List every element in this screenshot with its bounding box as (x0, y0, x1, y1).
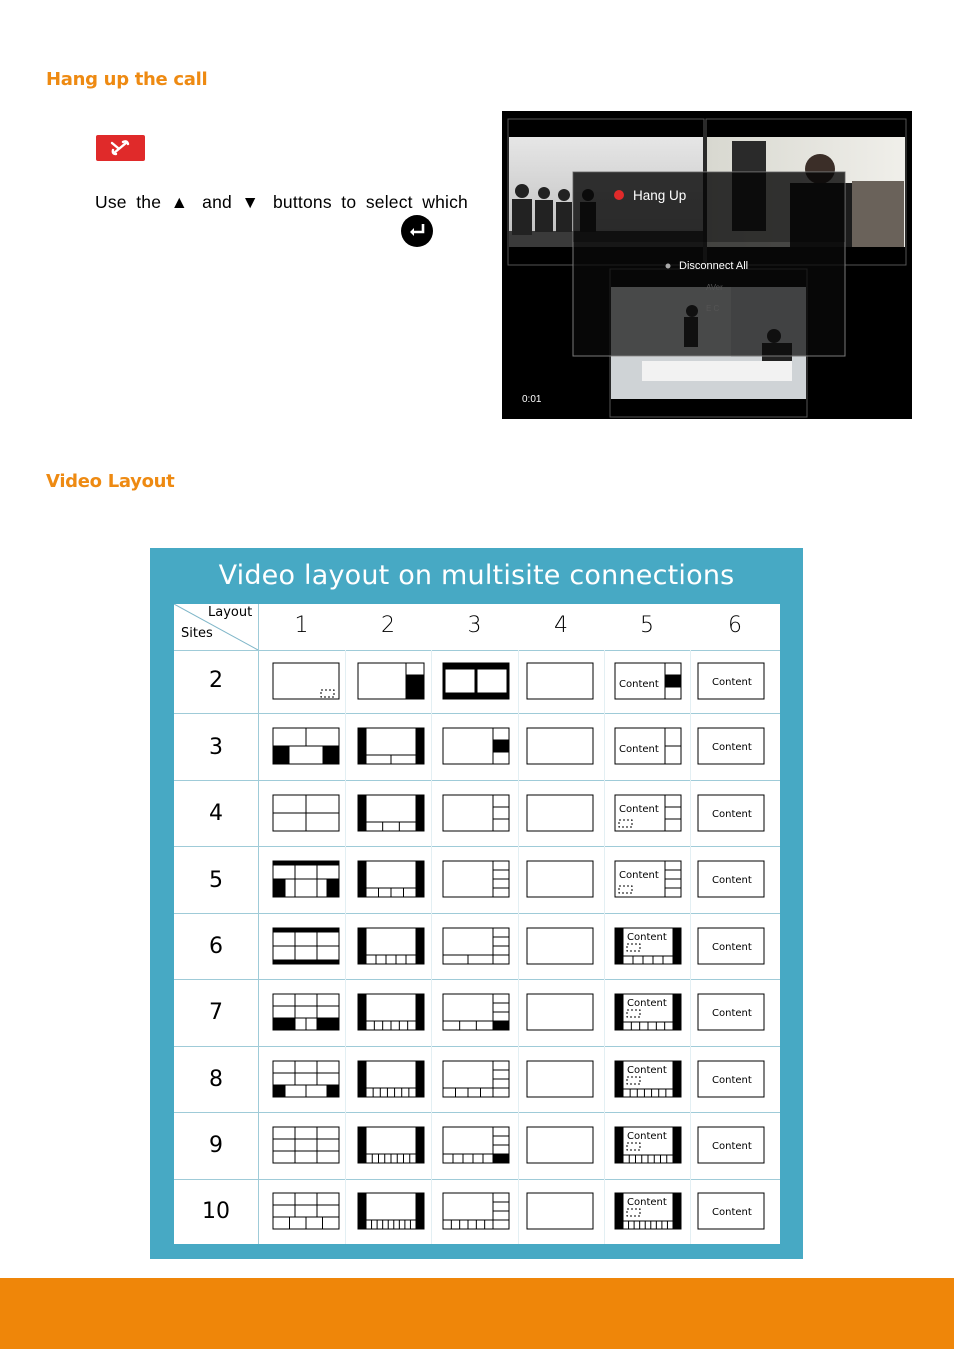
section-heading-hang-up: Hang up the call (46, 69, 208, 90)
layout-shape (273, 746, 289, 764)
layout-shape (327, 1085, 339, 1097)
content-label: Content (627, 998, 667, 1009)
layout-shape (527, 994, 593, 1030)
layout-header-5: 5 (640, 613, 654, 638)
layout-shape (673, 928, 681, 964)
sites-row-8: 8 (209, 1067, 223, 1092)
footer-bar (0, 1278, 954, 1349)
layout-shape (406, 675, 424, 699)
layout-header-2: 2 (381, 613, 395, 638)
content-label: Content (627, 1131, 667, 1142)
layout-shape (273, 1018, 295, 1030)
layout-shape (358, 795, 366, 831)
video-layout-table-panel (150, 548, 803, 1259)
layout-shape (527, 861, 593, 897)
content-label: Content (619, 679, 659, 690)
layout-shape (673, 1127, 681, 1163)
hang-up-button-icon (96, 135, 145, 161)
content-label: Content (712, 809, 752, 820)
content-label: Content (712, 1141, 752, 1152)
layout-shape (358, 728, 366, 764)
radio-icon (666, 264, 671, 269)
layout-shape (445, 669, 475, 693)
layout-shape (358, 795, 424, 831)
layout-shape (493, 1154, 509, 1163)
sites-row-4: 4 (209, 801, 223, 826)
content-label: Content (712, 677, 752, 688)
content-label: Content (619, 744, 659, 755)
content-label: Content (712, 875, 752, 886)
content-label: Content (619, 804, 659, 815)
layout-header-3: 3 (467, 613, 482, 638)
layout-shape (493, 740, 509, 752)
sites-row-2: 2 (209, 668, 223, 693)
corner-sites-label: Sites (181, 626, 213, 641)
layout-shape (527, 928, 593, 964)
layout-shape (358, 1193, 366, 1229)
layout-shape (416, 928, 424, 964)
menu-option-disconnect-all[interactable]: Disconnect All (679, 260, 749, 272)
layout-shape (619, 886, 632, 893)
content-label: Content (712, 1075, 752, 1086)
layout-shape (358, 1061, 366, 1097)
layout-shape (527, 728, 593, 764)
layout-shape (673, 994, 681, 1030)
layout-shape (493, 1021, 509, 1030)
layout-shape (615, 994, 623, 1030)
menu-title: Hang Up (633, 188, 687, 203)
menu-hang-up-icon (614, 190, 624, 200)
menu-option-aver[interactable]: AVer (706, 283, 723, 292)
layout-shape (273, 879, 285, 897)
layout-header-6: 6 (728, 613, 742, 638)
layout-shape (527, 663, 593, 699)
layout-shape (273, 1127, 339, 1163)
sites-row-9: 9 (209, 1133, 223, 1158)
layout-shape (416, 1061, 424, 1097)
section-heading-video-layout: Video Layout (46, 471, 175, 492)
layout-shape (627, 1209, 640, 1216)
layout-shape (358, 1127, 366, 1163)
sites-row-5: 5 (209, 868, 223, 893)
layout-shape (443, 795, 509, 831)
layout-shape (273, 928, 339, 932)
layout-shape (416, 1193, 424, 1229)
sites-row-10: 10 (202, 1199, 230, 1224)
layout-shape (627, 1077, 640, 1084)
column-divider (431, 650, 432, 1244)
sites-row-6: 6 (209, 934, 223, 959)
layout-shape (527, 1061, 593, 1097)
layout-shape (527, 795, 593, 831)
layout-shape (627, 1143, 640, 1150)
hang-up-phone-icon (96, 135, 145, 161)
layout-shape (416, 861, 424, 897)
enter-return-icon (401, 215, 433, 247)
layout-shape (477, 669, 507, 693)
layout-shape (615, 1127, 623, 1163)
layout-shape (615, 928, 623, 964)
layout-shape (358, 1193, 424, 1229)
column-divider (345, 650, 346, 1244)
layout-shape (273, 861, 339, 865)
layout-shape (273, 1085, 285, 1097)
layout-shape (615, 1193, 623, 1229)
layout-shape (327, 879, 339, 897)
sites-row-3: 3 (209, 735, 223, 760)
layout-shape (358, 861, 366, 897)
instruction-text: Use the ▲ and ▼ buttons to select which (95, 192, 468, 212)
layout-shape (673, 1061, 681, 1097)
content-label: Content (627, 1197, 667, 1208)
content-label: Content (712, 742, 752, 753)
layout-shape (673, 1193, 681, 1229)
column-divider (258, 604, 259, 1244)
layout-header-1: 1 (294, 613, 309, 638)
layout-shape (416, 795, 424, 831)
content-label: Content (712, 942, 752, 953)
menu-option-ec[interactable]: E C (706, 304, 720, 313)
column-divider (690, 650, 691, 1244)
sites-row-7: 7 (209, 1000, 223, 1025)
layout-shape (321, 690, 334, 697)
layout-shape (358, 1061, 424, 1097)
layout-shape (627, 1010, 640, 1017)
layout-shape (627, 944, 640, 951)
content-label: Content (619, 870, 659, 881)
content-label: Content (712, 1207, 752, 1218)
content-label: Content (627, 932, 667, 943)
table-title: Video layout on multisite connections (218, 560, 735, 591)
call-timer: 0:01 (522, 394, 542, 405)
layout-shape (615, 1061, 623, 1097)
hang-up-screenshot (502, 111, 912, 419)
video-layout-table (174, 604, 780, 1244)
layout-shape (358, 928, 366, 964)
layout-shape (358, 928, 424, 964)
layout-shape (527, 1127, 593, 1163)
layout-shape (665, 675, 681, 687)
column-divider (518, 650, 519, 1244)
content-label: Content (712, 1008, 752, 1019)
layout-shape (358, 994, 366, 1030)
corner-layout-label: Layout (208, 605, 253, 620)
layout-shape (273, 663, 339, 699)
layout-shape (323, 746, 339, 764)
column-divider (604, 650, 605, 1244)
layout-shape (416, 1127, 424, 1163)
layout-shape (527, 1193, 593, 1229)
layout-header-4: 4 (554, 613, 568, 638)
layout-shape (273, 960, 339, 964)
layout-shape (619, 820, 632, 827)
content-label: Content (627, 1065, 667, 1076)
layout-shape (416, 994, 424, 1030)
layout-shape (416, 728, 424, 764)
layout-shape (317, 1018, 339, 1030)
enter-button-icon (401, 215, 433, 247)
